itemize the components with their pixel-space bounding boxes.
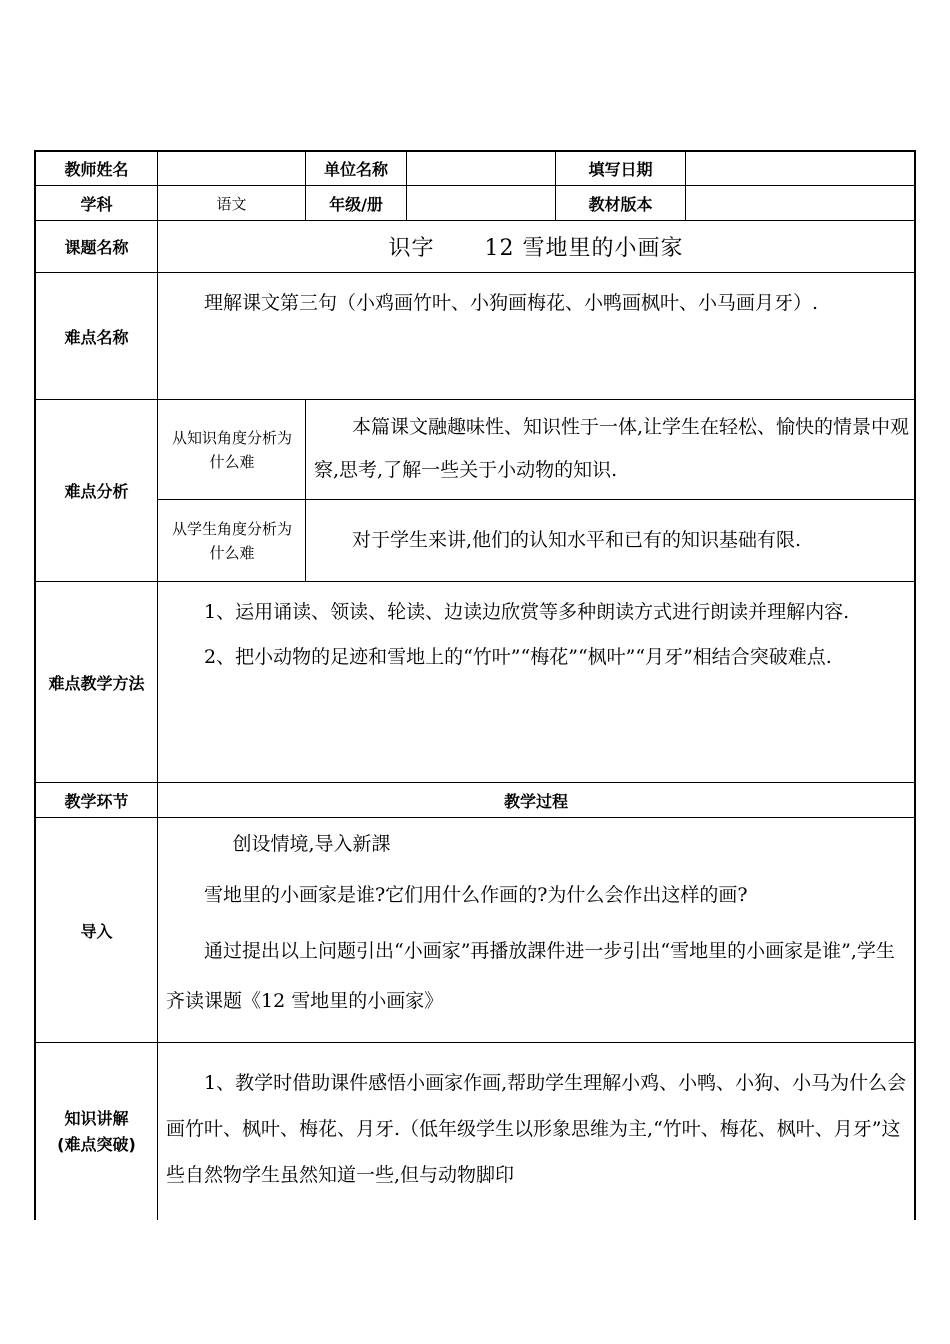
intro-line: 创设情境,导入新課 bbox=[232, 833, 391, 855]
intro-label: 导入 bbox=[80, 921, 113, 941]
teacher-name-label: 教师姓名 bbox=[64, 160, 129, 179]
row-divider bbox=[34, 581, 916, 582]
column-divider bbox=[305, 399, 306, 581]
intro-line: 雪地里的小画家是谁?它们用什么作画的?为什么会作出这样的画? bbox=[204, 884, 748, 906]
teaching-process-label: 教学过程 bbox=[503, 791, 568, 811]
student-angle-label: 从学生角度分析为什么难 bbox=[171, 519, 292, 562]
method-item: 1、运用诵读、领读、轮读、边读边欣赏等多种朗读方式进行朗读并理解内容. bbox=[204, 601, 850, 623]
difficulty-name-label: 难点名称 bbox=[64, 327, 129, 347]
method-item: 2、把小动物的足迹和雪地上的“竹叶”“梅花”“枫叶”“月牙”相结合突破难点. bbox=[204, 646, 832, 668]
subject-value: 语文 bbox=[216, 194, 247, 213]
row-divider bbox=[34, 817, 916, 818]
difficulty-name-paragraph: 理解课文第三句（小鸡画竹叶、小狗画梅花、小鸭画枫叶、小马画月牙）. bbox=[204, 292, 819, 314]
row-divider bbox=[34, 1042, 916, 1043]
row-divider bbox=[34, 272, 916, 273]
difficulty-method-text bbox=[166, 590, 910, 680]
teaching-stage-label: 教学环节 bbox=[64, 791, 129, 811]
knowledge-angle-label: 从知识角度分析为什么难 bbox=[171, 428, 292, 471]
difficulty-name-text bbox=[166, 285, 910, 322]
topic-label: 课题名称 bbox=[64, 238, 129, 257]
textbook-value[interactable] bbox=[686, 186, 914, 220]
intro-text bbox=[166, 826, 910, 1026]
grade-label: 年级/册 bbox=[329, 194, 383, 214]
difficulty-method-label: 难点教学方法 bbox=[48, 673, 145, 693]
subject-label: 学科 bbox=[80, 194, 113, 214]
difficulty-analysis-label: 难点分析 bbox=[64, 482, 129, 501]
textbook-label: 教材版本 bbox=[588, 194, 653, 214]
knowledge-angle-paragraph: 本篇课文融趣味性、知识性于一体,让学生在轻松、愉快的情景中观察,思考,了解一些关于小动物的知识. bbox=[314, 416, 910, 481]
knowledge-explanation-paragraph: 1、教学时借助课件感悟小画家作画,帮助学生理解小鸡、小鸭、小狗、小马为什么会画竹叶、枫叶、梅花、月牙.（低年级学生以形象思维为主,“竹叶、梅花、枫叶、月牙”这些自然物学生虽然知道一些,但与动物脚印 bbox=[166, 1072, 907, 1186]
unit-label: 单位名称 bbox=[323, 160, 388, 179]
column-divider bbox=[157, 150, 158, 1220]
knowledge-explanation-label bbox=[36, 1043, 157, 1220]
topic-title bbox=[158, 221, 914, 272]
date-label: 填写日期 bbox=[588, 160, 653, 179]
date-value[interactable] bbox=[686, 152, 914, 185]
unit-value[interactable] bbox=[407, 152, 555, 185]
student-angle-paragraph: 对于学生来讲,他们的认知水平和已有的知识基础有限. bbox=[352, 529, 802, 551]
student-angle-text bbox=[314, 500, 911, 581]
grade-value[interactable] bbox=[407, 186, 555, 220]
intro-line: 通过提出以上问题引出“小画家”再播放課件进一步引出“雪地里的小画家是谁”,学生齐读课题《12 雪地里的小画家》 bbox=[166, 940, 895, 1012]
topic-part2: 12 雪地里的小画家 bbox=[484, 236, 684, 261]
knowledge-label-line1: 知识讲解 bbox=[64, 1108, 129, 1128]
knowledge-label-line2: (难点突破) bbox=[57, 1134, 136, 1154]
knowledge-explanation-text bbox=[166, 1060, 910, 1220]
teacher-name-value[interactable] bbox=[158, 152, 305, 185]
topic-part1: 识字 bbox=[388, 236, 435, 261]
knowledge-angle-text bbox=[314, 406, 911, 492]
